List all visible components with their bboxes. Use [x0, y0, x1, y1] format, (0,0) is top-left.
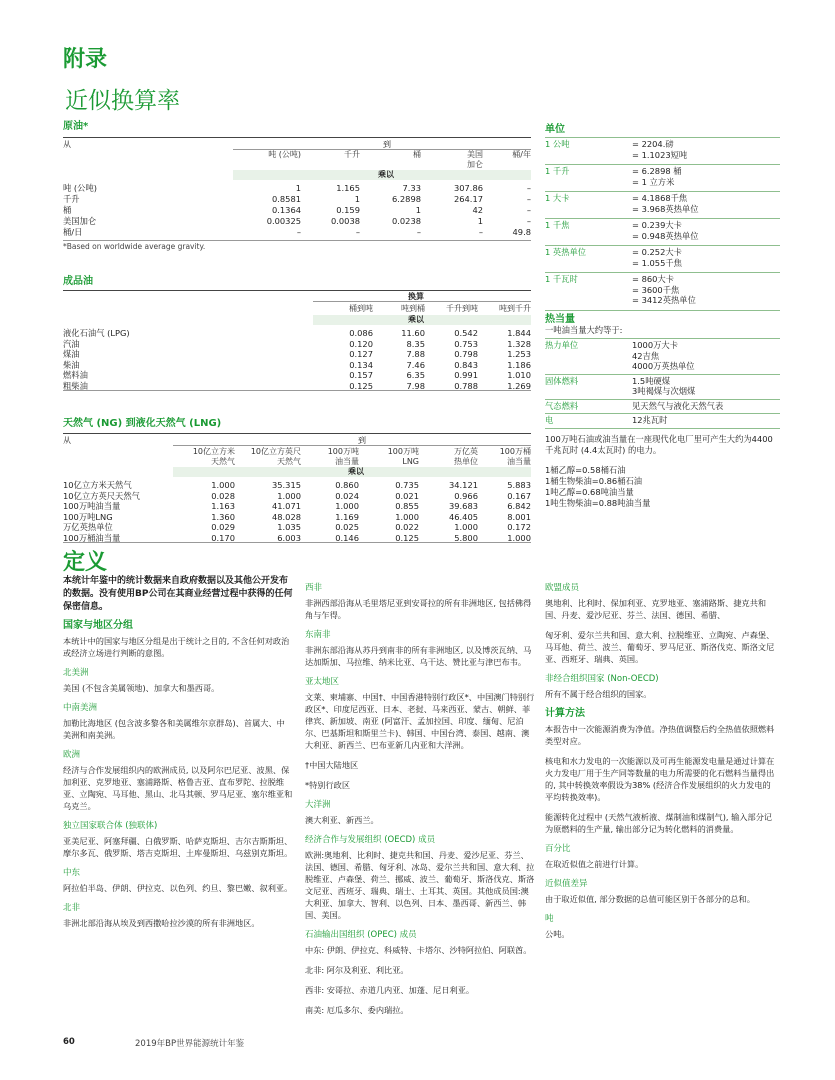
- gas-cell: 1.000: [395, 511, 419, 522]
- gas-cell: 1.000: [507, 532, 531, 543]
- gas-row-label: 10亿立方米天然气: [63, 480, 132, 490]
- products-cell: 7.98: [406, 380, 425, 391]
- gas-row-label: 100万吨油当量: [63, 501, 121, 511]
- heat-divider: [545, 413, 780, 414]
- products-row: [63, 328, 531, 338]
- products-cell: 0.125: [349, 380, 373, 391]
- definition-heading: 中南美洲: [63, 703, 98, 713]
- definition-heading: 吨: [545, 914, 554, 924]
- definition-section-heading: 国家与地区分组: [63, 620, 133, 631]
- products-col-header: 千升到吨: [446, 304, 478, 313]
- definition-heading: 近似值差异: [545, 879, 588, 889]
- crude-cell: –: [416, 227, 421, 237]
- crude-cell: –: [526, 216, 531, 226]
- products-cell: 0.788: [454, 380, 478, 391]
- unit-label: 1 大卡: [545, 193, 570, 203]
- products-row-label: 汽油: [63, 338, 80, 349]
- crude-cell: 307.86: [453, 183, 483, 193]
- products-cell: 0.086: [349, 328, 373, 338]
- gas-cell: 1.035: [277, 522, 301, 532]
- gas-col-header: 100万吨 油当量: [327, 447, 359, 466]
- heat-value: 见天然气与液化天然气表: [632, 400, 724, 411]
- crude-note: *Based on worldwide average gravity.: [63, 242, 206, 251]
- gas-cell: 6.842: [507, 501, 531, 511]
- products-cell: 0.542: [454, 328, 478, 338]
- crude-row-label: 桶: [63, 205, 72, 215]
- crude-col-header: 吨 (公吨): [268, 150, 301, 159]
- crude-cell: 0.0038: [330, 216, 360, 226]
- gas-row: [63, 501, 531, 511]
- unit-value: = 0.948英热单位: [632, 230, 699, 241]
- products-cell: 11.60: [401, 328, 425, 338]
- definition-text: 澳大利亚、新西兰。: [305, 815, 379, 825]
- crude-col-header: 千升: [344, 150, 360, 159]
- gas-cell: 0.022: [395, 522, 419, 532]
- crude-cell: –: [526, 205, 531, 215]
- crude-row-label: 千升: [63, 194, 80, 204]
- equiv-line: 1桶乙醇=0.58桶石油: [545, 465, 626, 475]
- definition-text: 非洲东部沿海从苏丹到南非的所有非洲地区, 以及博茨瓦纳、马达加斯加、马拉维、纳米比亚、乌干达、赞比亚与津巴布韦。: [305, 645, 532, 667]
- unit-value: = 2204.磅: [632, 139, 674, 149]
- unit-label: 1 英热单位: [545, 247, 587, 257]
- gas-cell: 5.883: [507, 480, 531, 490]
- products-cell: 0.134: [349, 359, 373, 370]
- equiv-line: 1桶生物柴油=0.86桶石油: [545, 476, 643, 486]
- approx-conversion-title: 近似换算率: [65, 88, 180, 114]
- products-table: [63, 290, 531, 395]
- crude-title: 原油*: [63, 121, 89, 132]
- products-convert: 换算: [408, 292, 424, 301]
- definition-text: 文莱、柬埔寨、中国†、中国香港特别行政区*、中国澳门特别行政区*、印度尼西亚、日本、老挝、马来西亚、蒙古、朝鲜、菲律宾、新加坡、南亚 (阿富汗、孟加拉国、印度、缅甸、尼泊尔、巴基斯坦和斯里兰卡)、韩国、中国台湾、泰国、越南、澳大利亚、新西兰、巴布亚新几内亚和大洋洲。: [305, 692, 535, 750]
- heat-label: 电: [545, 415, 554, 425]
- definition-heading: 欧盟成员: [545, 583, 580, 593]
- units-divider: [545, 245, 780, 246]
- crude-cell: 0.00325: [266, 216, 301, 226]
- definition-text: 在取近似值之前进行计算。: [545, 859, 644, 869]
- definition-heading: 北非: [63, 903, 81, 913]
- gas-col-header: 100万桶 油当量: [499, 447, 531, 466]
- products-cell: 7.46: [406, 359, 425, 370]
- definition-heading: 大洋洲: [305, 800, 331, 810]
- definition-text: 能源转化过程中 (天然气液析液、煤制油和煤制气), 输入部分记为原燃料的生产量, 输出部分记为转化燃料的消费量。: [545, 812, 773, 834]
- definition-text: 公吨。: [545, 929, 570, 939]
- gas-cell: 1.000: [277, 490, 301, 501]
- gas-cell: 0.172: [507, 522, 531, 532]
- products-col-header: 桶到吨: [349, 304, 373, 313]
- gas-col-header: 万亿英 热单位: [454, 447, 478, 466]
- products-cell: 1.844: [507, 328, 531, 338]
- gas-cell: 0.735: [395, 480, 419, 490]
- crude-multiply: 乘以: [378, 170, 394, 179]
- gas-cell: 0.855: [395, 501, 419, 511]
- gas-row: [63, 533, 531, 543]
- products-cell: 7.88: [406, 349, 425, 359]
- crude-cell: 0.8581: [271, 194, 301, 204]
- definition-heading: 亚太地区: [305, 677, 340, 687]
- gas-row-label: 万亿英热单位: [63, 522, 113, 532]
- gas-cell: 1.000: [454, 522, 478, 532]
- crude-cell: –: [478, 227, 483, 237]
- heat-value: 12兆瓦时: [632, 415, 668, 425]
- products-title: 成品油: [63, 276, 93, 287]
- crude-cell: 7.33: [402, 183, 421, 193]
- heat-divider: [545, 374, 780, 375]
- gas-cell: 0.025: [335, 522, 359, 532]
- products-row: [63, 339, 531, 349]
- definitions-column-1: [63, 575, 293, 937]
- definition-text: 欧洲:奥地利、比利时、捷克共和国、丹麦、爱沙尼亚、芬兰、法国、德国、希腊、匈牙利、冰岛、爱尔兰共和国、意大利、拉脱维亚、卢森堡、荷兰、挪威、波兰、葡萄牙、斯洛伐克、斯洛文尼亚、西班牙、瑞典、瑞士、土耳其、英国。其他成员国:澳大利亚、加拿大、智利、以色列、日本、墨西哥、新西兰、韩国、美国。: [305, 850, 535, 920]
- appendix-title: 附录: [63, 47, 108, 72]
- footer-title: 2019年BP世界能源统计年鉴: [135, 1039, 245, 1049]
- crude-cell: –: [296, 227, 301, 237]
- units-divider: [545, 218, 780, 219]
- heat-value: 4000万英热单位: [632, 361, 695, 371]
- gas-cell: 0.021: [395, 490, 419, 501]
- products-col-header: 吨到桶: [401, 304, 425, 313]
- products-cell: 0.753: [454, 338, 478, 349]
- gas-cell: 0.167: [507, 490, 531, 501]
- units-divider: [545, 310, 780, 311]
- products-cell: 0.843: [454, 359, 478, 370]
- products-cell: 1.010: [507, 370, 531, 380]
- unit-value: = 1.055千焦: [632, 257, 682, 268]
- unit-value: = 3600千焦: [632, 284, 680, 295]
- gas-col-header: 10亿立方米 天然气: [192, 447, 235, 466]
- gas-row-label: 100万桶油当量: [63, 532, 121, 543]
- crude-from: 从: [63, 140, 71, 149]
- products-row: [63, 360, 531, 370]
- crude-cell: 1: [415, 205, 421, 215]
- definition-heading: 非经合组织国家 (Non-OECD): [545, 674, 659, 684]
- definition-heading: 欧洲: [63, 750, 81, 760]
- products-row: [63, 349, 531, 359]
- gas-cell: 0.860: [335, 480, 359, 490]
- gas-cell: 39.683: [448, 501, 478, 511]
- gas-cell: 48.028: [271, 511, 301, 522]
- definitions-intro: 本统计年鉴中的统计数据来自政府数据以及其他公开发布的数据。没有使用BP公司在其商业经营过程中获得的任何保密信息。: [63, 576, 293, 612]
- heat-divider: [545, 399, 780, 400]
- gas-cell: 0.024: [335, 490, 359, 501]
- gas-col-header: 100万吨 LNG: [387, 447, 419, 466]
- gas-cell: 0.146: [335, 532, 359, 543]
- crude-row-label: 吨 (公吨): [63, 183, 98, 193]
- unit-label: 1 千升: [545, 166, 570, 176]
- gas-cell: 46.405: [448, 511, 478, 522]
- definition-section-heading: 计算方法: [545, 708, 585, 719]
- unit-label: 1 千瓦时: [545, 274, 578, 284]
- products-row: [63, 370, 531, 380]
- crude-col-header: 桶/年: [512, 150, 531, 159]
- crude-cell: 1: [295, 183, 301, 193]
- products-cell: 1.328: [507, 338, 531, 349]
- heat-divider: [545, 428, 780, 429]
- definition-heading: 西非: [305, 583, 323, 593]
- gas-table: [63, 433, 531, 545]
- definition-text: 加勒比海地区 (包含波多黎各和美属维尔京群岛)、首属大、中美洲和南美洲。: [63, 718, 285, 740]
- definition-heading: 石油输出国组织 (OPEC) 成员: [305, 930, 417, 940]
- crude-cell: –: [526, 183, 531, 193]
- biofuel-equivalents: [545, 465, 780, 509]
- products-cell: 8.35: [406, 338, 425, 349]
- units-divider: [545, 191, 780, 192]
- crude-cell: 0.1364: [271, 205, 301, 215]
- crude-cell: 1.165: [336, 183, 360, 193]
- unit-value: = 4.1868千焦: [632, 193, 688, 203]
- heat-label: 热力单位: [545, 340, 579, 350]
- definition-text: 美国 (不包含美属领地)、加拿大和墨西哥。: [63, 683, 220, 693]
- gas-cell: 1.000: [211, 480, 235, 490]
- crude-cell: 49.8: [512, 227, 531, 237]
- heat-value: 3吨褐煤与次烟煤: [632, 386, 696, 396]
- unit-value: = 3412英热单位: [632, 295, 696, 305]
- unit-value: = 0.252大卡: [632, 247, 682, 257]
- definition-heading: 百分比: [545, 844, 571, 854]
- gas-row: [63, 512, 531, 522]
- products-cell: 0.798: [454, 349, 478, 359]
- crude-row: [63, 216, 531, 226]
- gas-row: [63, 480, 531, 490]
- definition-text: 核电和水力发电的一次能源以及可再生能源发电量是通过计算在火力发电厂用于生产同等数量的电力所需要的化石燃料当量得出的, 其中转换效率假设为38% (经济合作发展组织的火力发电的平均转换效率)。: [545, 756, 775, 802]
- definition-text: 本报告中一次能源消费为净值。净热值调整后约全热值依照燃料类型对应。: [545, 724, 775, 746]
- products-row-label: 柴油: [63, 359, 80, 370]
- crude-cell: 1: [477, 216, 483, 226]
- crude-table: [63, 137, 531, 249]
- definition-text: *特别行政区: [305, 780, 351, 790]
- gas-cell: 5.800: [454, 532, 478, 543]
- definition-text: 西非: 安哥拉、赤道几内亚、加蓬、尼日利亚。: [305, 985, 475, 995]
- units-divider: [545, 272, 780, 273]
- heat-label: 气态燃料: [545, 400, 579, 411]
- definition-heading: 独立国家联合体 (独联体): [63, 821, 158, 831]
- unit-label: 1 千焦: [545, 220, 570, 230]
- gas-cell: 34.121: [448, 480, 478, 490]
- definition-text: 阿拉伯半岛、伊朗、伊拉克、以色列、约旦、黎巴嫩、叙利亚。: [63, 883, 293, 893]
- definition-text: 中东: 伊朗、伊拉克、科威特、卡塔尔、沙特阿拉伯、阿联酋。: [305, 945, 532, 955]
- definition-text: 非洲西部沿海从毛里塔尼亚到安哥拉的所有非洲地区, 包括佛得角与乍得。: [305, 598, 532, 620]
- heat-value: 1.5吨硬煤: [632, 375, 671, 386]
- definitions-column-2: [305, 582, 535, 1024]
- definitions-column-3: [545, 582, 775, 948]
- definition-text: 所有不属于经合组织的国家。: [545, 689, 652, 699]
- gas-title: 天然气 (NG) 到液化天然气 (LNG): [63, 418, 222, 429]
- gas-cell: 0.966: [454, 490, 478, 501]
- units-divider: [545, 164, 780, 165]
- gas-row: [63, 522, 531, 532]
- definition-heading: 东南非: [305, 630, 331, 640]
- crude-to: 到: [383, 140, 391, 149]
- crude-row: [63, 205, 531, 215]
- gas-cell: 35.315: [271, 480, 301, 490]
- gas-multiply: 乘以: [348, 467, 364, 476]
- gas-row-label: 10亿立方英尺天然气: [63, 490, 140, 501]
- unit-value: = 860大卡: [632, 274, 675, 284]
- gas-cell: 0.029: [211, 522, 235, 532]
- unit-value: = 1 立方米: [632, 176, 675, 187]
- products-row-label: 煤油: [63, 349, 80, 359]
- definition-text: 本统计中的国家与地区分组是出于统计之目的, 不含任何对政治或经济立场进行判断的意图。: [63, 636, 290, 658]
- heat-subtitle: 一吨油当量大约等于:: [545, 325, 623, 335]
- definition-text: 南美: 厄瓜多尔、委内瑞拉。: [305, 1005, 409, 1015]
- gas-to: 到: [358, 436, 366, 445]
- products-row-label: 液化石油气 (LPG): [63, 328, 130, 338]
- crude-row: [63, 194, 531, 204]
- crude-col-header: 桶: [413, 150, 421, 159]
- products-row-label: 粗柴油: [63, 380, 88, 391]
- units-title: 单位: [545, 124, 565, 135]
- definition-heading: 经济合作与发展组织 (OECD) 成员: [305, 835, 436, 845]
- products-cell: 0.120: [349, 338, 373, 349]
- definition-heading: 北美洲: [63, 668, 89, 678]
- products-multiply: 乘以: [408, 315, 424, 324]
- units-divider: [545, 137, 780, 138]
- equiv-line: 1吨乙醇=0.68吨油当量: [545, 487, 634, 497]
- definition-text: 北非: 阿尔及利亚、利比亚。: [305, 965, 409, 975]
- products-row: [63, 381, 531, 391]
- unit-label: 1 公吨: [545, 139, 570, 149]
- crude-cell: 0.0238: [391, 216, 421, 226]
- crude-row-label: 美国加仑: [63, 216, 97, 226]
- products-cell: 0.157: [349, 370, 373, 380]
- gas-cell: 0.125: [395, 532, 419, 543]
- products-cell: 1.269: [507, 380, 531, 391]
- gas-cell: 8.001: [507, 511, 531, 522]
- gas-row-label: 100万吨LNG: [63, 511, 113, 522]
- products-cell: 0.991: [454, 370, 478, 380]
- unit-value: = 0.239大卡: [632, 220, 682, 230]
- products-col-header: 吨到千升: [499, 304, 531, 313]
- definition-text: 亚美尼亚、阿塞拜疆、白俄罗斯、哈萨克斯坦、吉尔吉斯斯坦、摩尔多瓦、俄罗斯、塔吉克斯坦、土库曼斯坦、乌兹别克斯坦。: [63, 836, 293, 858]
- definition-text: 经济与合作发展组织内的欧洲成员, 以及阿尔巴尼亚、波黑、保加利亚、克罗地亚、塞浦路斯、格鲁吉亚、直布罗陀、拉脱维亚、立陶宛、马耳他、黑山、北马其顿、罗马尼亚、塞尔维亚和乌克兰。: [63, 765, 293, 811]
- heat-title: 热当量: [545, 314, 575, 325]
- products-cell: 1.253: [507, 349, 531, 359]
- heat-label: 固体燃料: [545, 375, 579, 386]
- gas-cell: 1.000: [335, 501, 359, 511]
- heat-divider: [545, 338, 780, 339]
- crude-cell: 0.159: [336, 205, 360, 215]
- products-row-label: 燃料油: [63, 370, 88, 380]
- unit-value: = 6.2898 桶: [632, 166, 682, 176]
- definition-heading: 中东: [63, 868, 81, 878]
- gas-row: [63, 491, 531, 501]
- gas-cell: 1.360: [211, 511, 235, 522]
- products-cell: 0.127: [349, 349, 373, 359]
- crude-cell: 264.17: [453, 194, 483, 204]
- gas-cell: 1.169: [335, 511, 359, 522]
- unit-value: = 1.1023短吨: [632, 149, 688, 160]
- crude-cell: –: [526, 194, 531, 204]
- crude-cell: –: [355, 227, 360, 237]
- crude-cell: 42: [472, 205, 483, 215]
- gas-col-header: 10亿立方英尺 天然气: [250, 447, 301, 466]
- definition-text: 匈牙利、爱尔兰共和国、意大利、拉脱维亚、立陶宛、卢森堡、马耳他、荷兰、波兰、葡萄牙、罗马尼亚、斯洛伐克、斯洛文尼亚、西班牙、瑞典、英国。: [545, 630, 775, 664]
- products-cell: 1.186: [507, 359, 531, 370]
- heat-value: 42吉焦: [632, 350, 660, 361]
- definition-text: †中国大陆地区: [305, 760, 359, 770]
- unit-value: = 3.968英热单位: [632, 203, 699, 214]
- products-cell: 6.35: [406, 370, 425, 380]
- gas-cell: 41.071: [271, 501, 301, 511]
- equiv-line: 1吨生物柴油=0.88吨油当量: [545, 498, 651, 508]
- gas-from: 从: [63, 436, 71, 445]
- page-number: 60: [63, 1037, 75, 1047]
- definition-text: 由于取近似值, 部分数据的总值可能区别于各部分的总和。: [545, 894, 755, 904]
- crude-row-label: 桶/日: [63, 227, 83, 237]
- gas-cell: 0.028: [211, 490, 235, 501]
- definition-text: 奥地利、比利时、保加利亚、克罗地亚、塞浦路斯、捷克共和国、丹麦、爱沙尼亚、芬兰、法国、德国、希腊、: [545, 598, 767, 620]
- crude-row: [63, 227, 531, 237]
- gas-cell: 6.003: [277, 532, 301, 543]
- gas-cell: 0.170: [211, 532, 235, 543]
- gas-cell: 1.163: [211, 501, 235, 511]
- crude-cell: 6.2898: [391, 194, 421, 204]
- heat-note: 100万吨石油或油当量在一座现代化电厂里可产生大约为4400千兆瓦时 (4.4太瓦时) 的电力。: [545, 434, 773, 455]
- crude-cell: 1: [354, 194, 360, 204]
- heat-value: 1000万大卡: [632, 340, 679, 350]
- definitions-title: 定义: [63, 550, 108, 575]
- crude-row: [63, 183, 531, 193]
- crude-col-header: 美国 加仑: [467, 150, 483, 169]
- definition-text: 非洲北部沿海从埃及到西撒哈拉沙漠的所有非洲地区。: [63, 918, 260, 928]
